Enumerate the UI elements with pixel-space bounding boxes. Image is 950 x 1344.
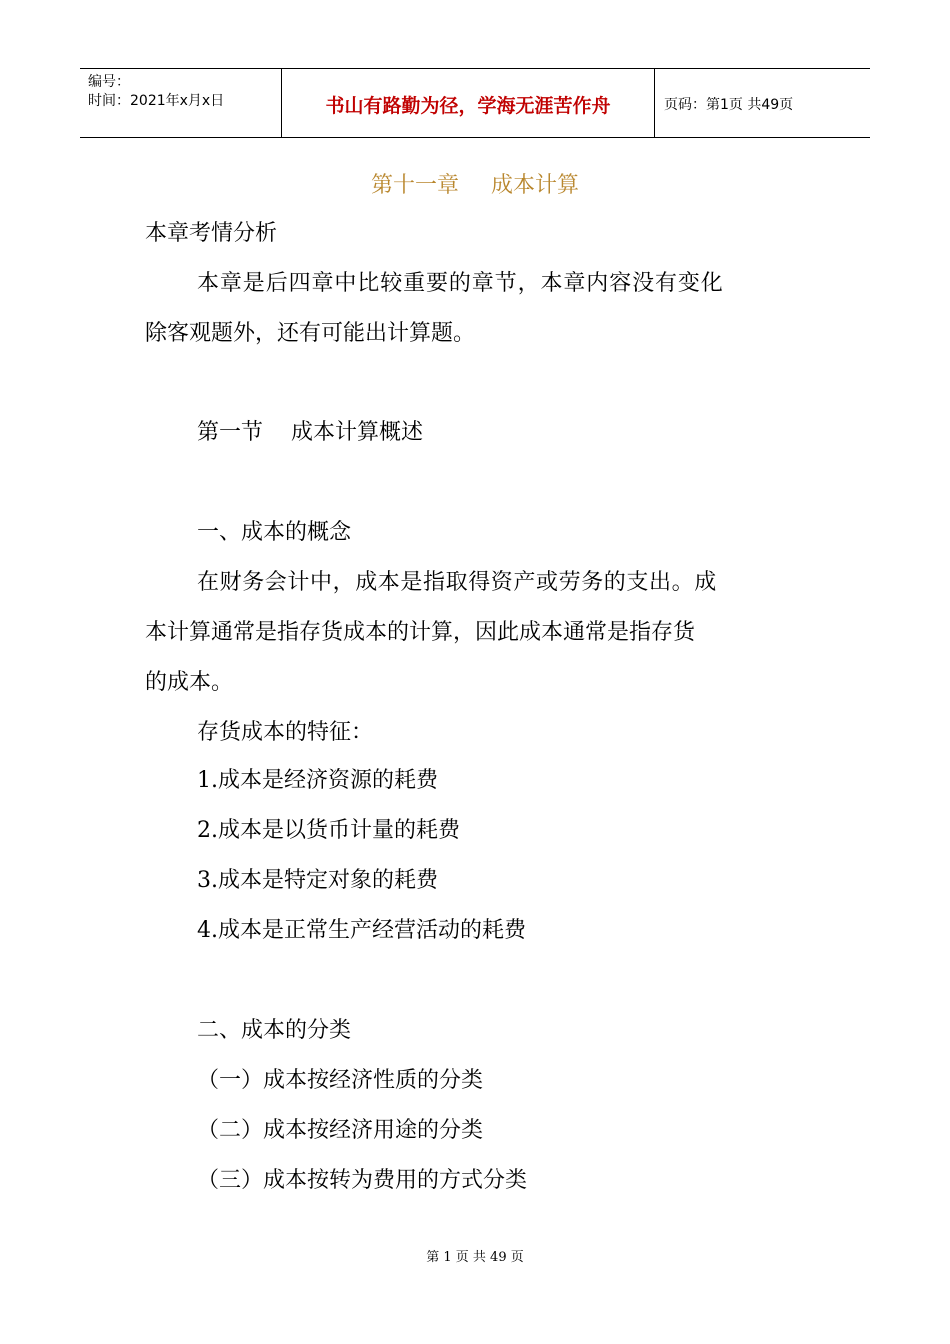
analysis-heading: 本章考情分析 bbox=[145, 221, 278, 246]
feature-item: 4.成本是正常生产经营活动的耗费 bbox=[197, 918, 526, 943]
classify-item: （三）成本按转为费用的方式分类 bbox=[197, 1168, 528, 1193]
header-meta bbox=[88, 73, 224, 111]
concept-paragraph-line: 本计算通常是指存货成本的计算，因此成本通常是指存货 bbox=[145, 620, 696, 645]
classify-item: （二）成本按经济用途的分类 bbox=[197, 1118, 484, 1143]
concept-heading: 一、成本的概念 bbox=[197, 520, 352, 545]
header-motto: 书山有路勤为径，学海无涯苦作舟 bbox=[325, 95, 611, 117]
chapter-title bbox=[0, 168, 950, 199]
chapter-name: 成本计算 bbox=[491, 173, 580, 198]
section-number: 第一节 bbox=[197, 420, 264, 445]
features-heading: 存货成本的特征： bbox=[197, 720, 374, 745]
classify-heading: 二、成本的分类 bbox=[197, 1018, 352, 1043]
number-label: 编号： bbox=[88, 74, 130, 90]
feature-item: 2.成本是以货币计量的耗费 bbox=[197, 818, 460, 843]
section-heading bbox=[197, 418, 423, 448]
header-page-info: 页码：第1页 共49页 bbox=[664, 97, 794, 113]
feature-item: 3.成本是特定对象的耗费 bbox=[197, 868, 438, 893]
feature-item: 1.成本是经济资源的耗费 bbox=[197, 768, 438, 793]
chapter-number: 第十一章 bbox=[370, 173, 459, 198]
concept-paragraph-line: 的成本。 bbox=[145, 670, 234, 695]
document-header bbox=[80, 68, 870, 138]
header-divider bbox=[654, 69, 655, 137]
page-footer: 第 1 页 共 49 页 bbox=[426, 1250, 524, 1265]
section-name: 成本计算概述 bbox=[291, 420, 424, 445]
analysis-paragraph-line: 本章是后四章中比较重要的章节，本章内容没有变化 bbox=[197, 271, 724, 296]
concept-paragraph-line: 在财务会计中，成本是指取得资产或劳务的支出。成 bbox=[197, 570, 717, 595]
classify-item: （一）成本按经济性质的分类 bbox=[197, 1068, 484, 1093]
analysis-paragraph-line: 除客观题外，还有可能出计算题。 bbox=[145, 321, 476, 346]
time-label: 时间：2021年x月x日 bbox=[88, 93, 225, 109]
